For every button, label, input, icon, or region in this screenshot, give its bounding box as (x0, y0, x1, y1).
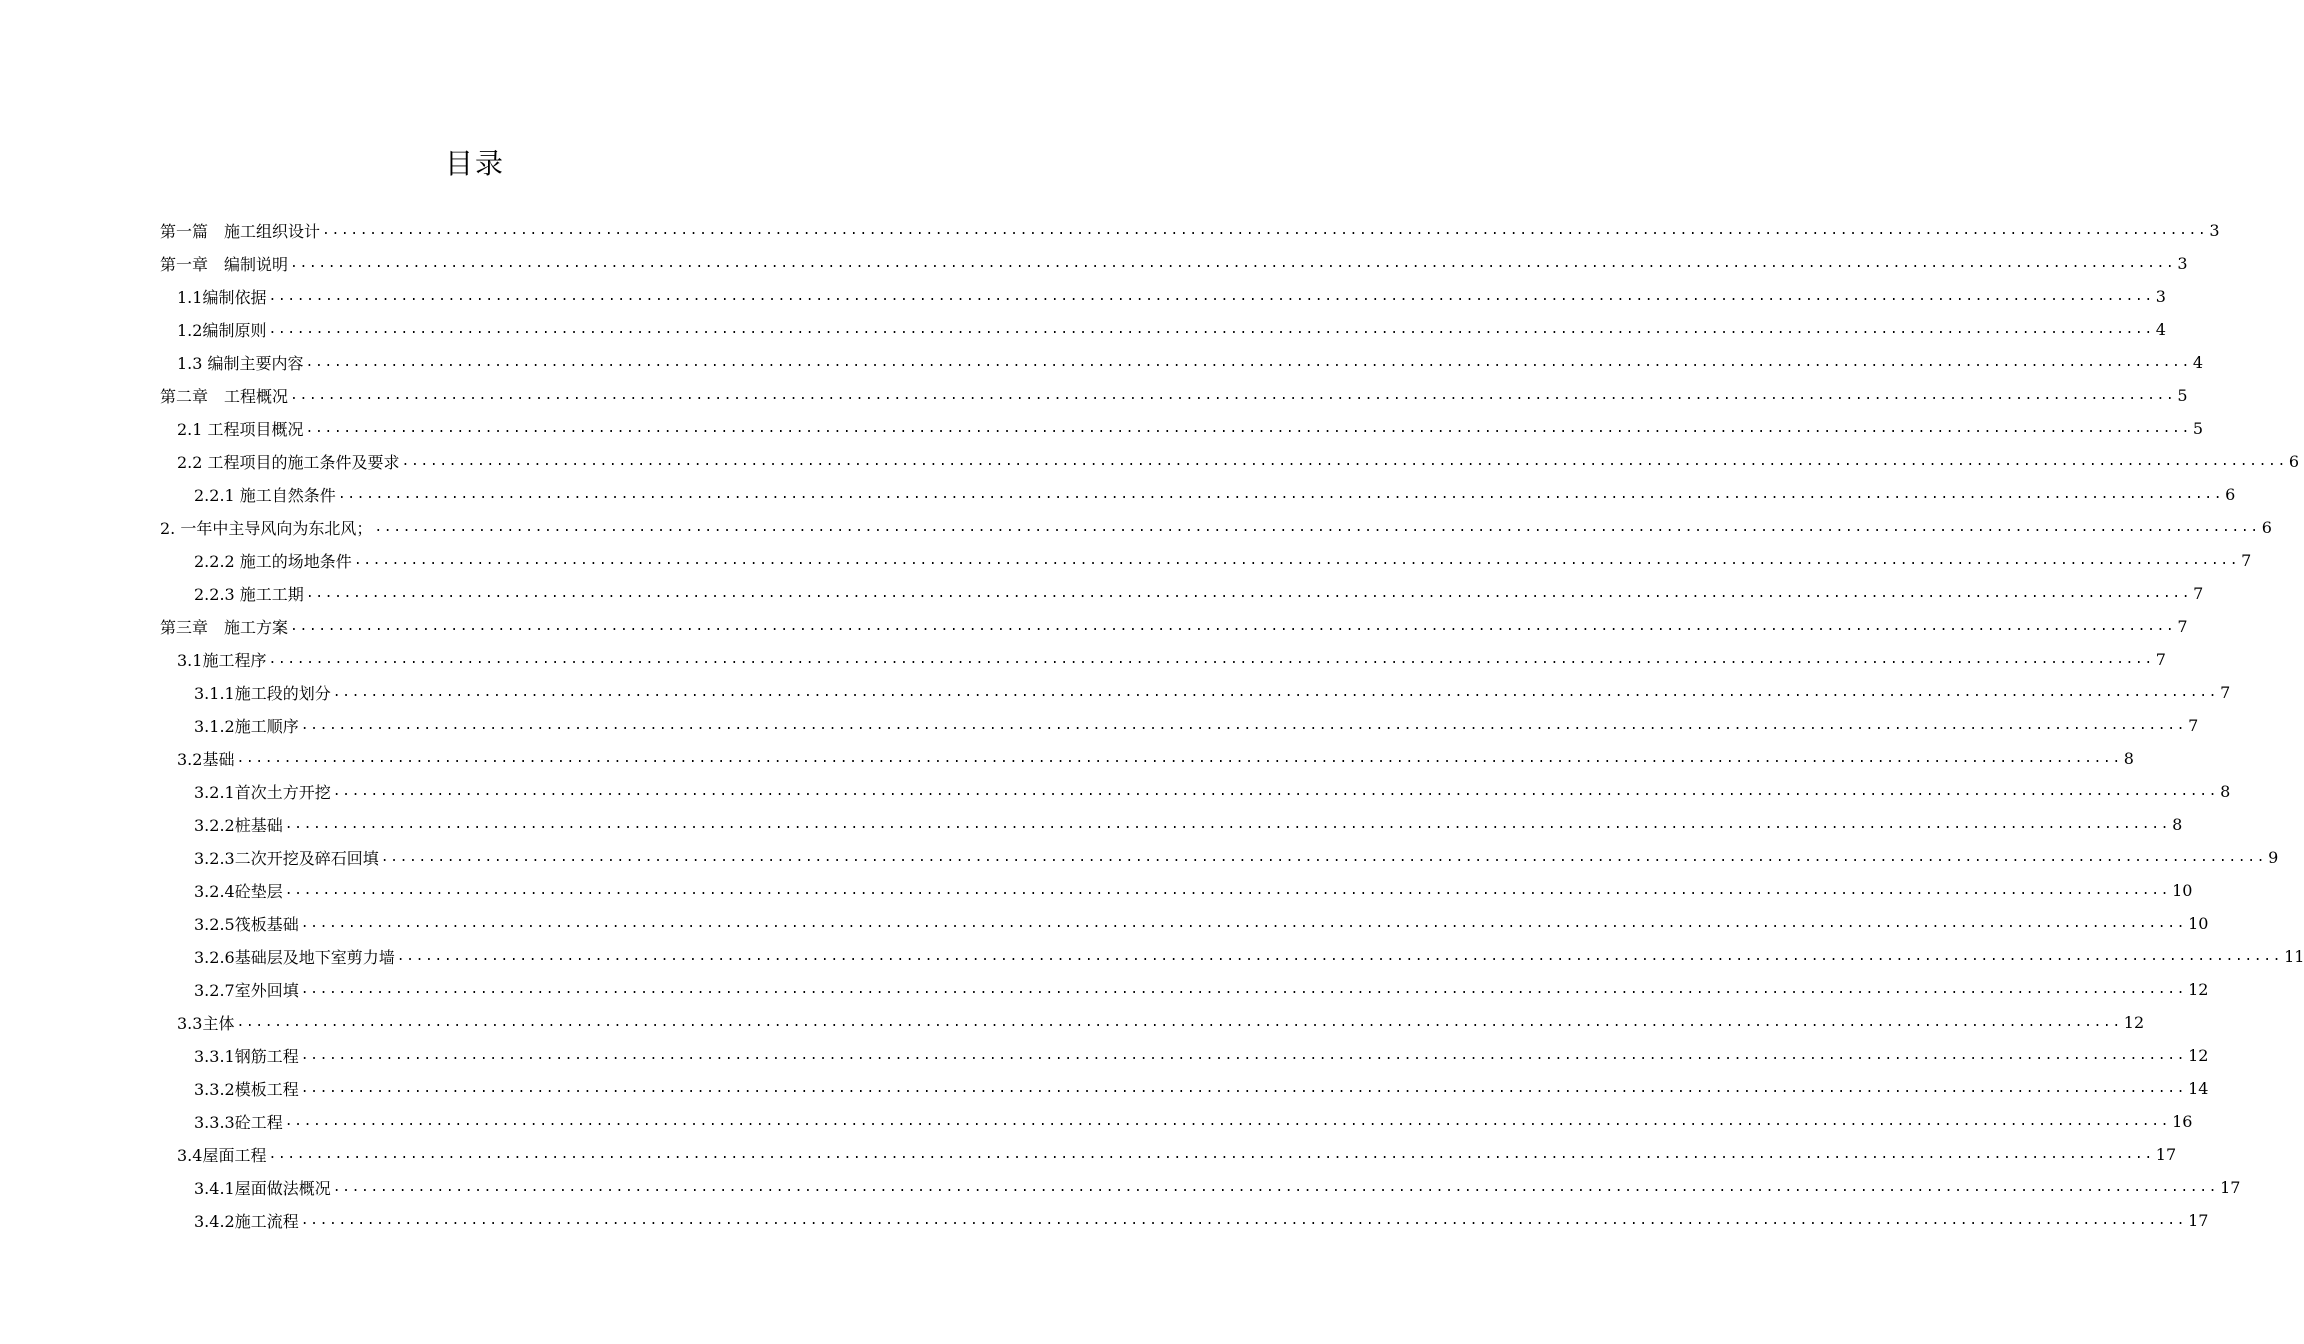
toc-entry-label: 3.3.3砼工程 (194, 1113, 283, 1132)
toc-dot-leader: ........................................................................................................................................................................................................ (284, 1114, 2171, 1129)
toc-entry[interactable] (160, 841, 2279, 874)
toc-dot-leader: ........................................................................................................................................................................................................ (300, 1081, 2187, 1096)
toc-entry-page-number: 16 (2172, 1112, 2193, 1131)
toc-entry[interactable] (160, 280, 2166, 313)
toc-entry-label: 3.4.1屋面做法概况 (194, 1179, 331, 1198)
toc-entry[interactable] (160, 1105, 2193, 1138)
toc-dot-leader: ........................................................................................................................................................................................................ (268, 1147, 2154, 1162)
toc-entry-label: 3.3.1钢筋工程 (194, 1047, 299, 1066)
toc-entry-label: 2.2.2 施工的场地条件 (194, 552, 352, 571)
toc-entry-label: 3.2.6基础层及地下室剪力墙 (194, 948, 395, 967)
toc-dot-leader: ........................................................................................................................................................................................................ (300, 982, 2187, 997)
toc-entry-page-number: 8 (2172, 815, 2183, 834)
toc-entry-page-number: 7 (2241, 551, 2252, 570)
toc-entry-label: 3.2.2桩基础 (194, 816, 283, 835)
toc-entry[interactable] (160, 511, 2272, 544)
toc-dot-leader: ........................................................................................................................................................................................................ (337, 487, 2224, 502)
toc-entry-page-number: 6 (2225, 485, 2236, 504)
toc-entry[interactable] (160, 709, 2199, 742)
toc-entry-label: 2. 一年中主导风向为东北风； (160, 519, 373, 538)
toc-entry-label: 3.3主体 (177, 1014, 235, 1033)
toc-dot-leader: ........................................................................................................................................................................................................ (305, 355, 2191, 370)
toc-entry-page-number: 7 (2220, 683, 2231, 702)
toc-entry-page-number: 5 (2192, 419, 2204, 438)
toc-entry-page-number: 9 (2268, 848, 2279, 867)
toc-dot-leader: ........................................................................................................................................................................................................ (284, 883, 2171, 898)
toc-entry-label: 3.4屋面工程 (177, 1146, 267, 1165)
toc-dot-leader: ........................................................................................................................................................................................................ (332, 685, 2219, 700)
toc-entry-page-number: 11 (2284, 947, 2304, 966)
toc-entry-page-number: 3 (2155, 287, 2166, 306)
toc-entry-label: 3.4.2施工流程 (194, 1212, 299, 1231)
toc-dot-leader: ........................................................................................................................................................................................................ (322, 223, 2208, 238)
toc-entry[interactable] (160, 874, 2193, 907)
toc-entry[interactable] (160, 742, 2134, 775)
toc-entry-label: 3.2基础 (177, 750, 235, 769)
toc-dot-leader: ........................................................................................................................................................................................................ (401, 454, 2287, 469)
toc-dot-leader: ........................................................................................................................................................................................................ (300, 718, 2187, 733)
toc-dot-leader: ........................................................................................................................................................................................................ (290, 256, 2176, 271)
toc-entry[interactable] (160, 676, 2231, 709)
toc-dot-leader: ........................................................................................................................................................................................................ (374, 520, 2260, 535)
toc-entry[interactable] (160, 1039, 2209, 1072)
toc-dot-leader: ........................................................................................................................................................................................................ (353, 553, 2240, 568)
toc-entry-label: 第一章 编制说明 (160, 255, 289, 274)
toc-entry-page-number: 8 (2123, 749, 2134, 768)
toc-entry[interactable] (160, 1138, 2177, 1171)
toc-entry[interactable] (160, 412, 2204, 445)
toc-dot-leader: ........................................................................................................................................................................................................ (268, 322, 2154, 337)
toc-entry[interactable] (160, 1006, 2145, 1039)
toc-entry[interactable] (160, 1171, 2241, 1204)
toc-entry-label: 2.2.1 施工自然条件 (194, 486, 336, 505)
toc-entry[interactable] (160, 247, 2188, 280)
toc-dot-leader: ........................................................................................................................................................................................................ (268, 289, 2154, 304)
toc-entry-page-number: 12 (2123, 1013, 2145, 1032)
toc-dot-leader: ........................................................................................................................................................................................................ (332, 784, 2219, 799)
toc-entry-page-number: 7 (2155, 650, 2166, 669)
toc-entry-page-number: 3 (2177, 254, 2188, 273)
toc-entry-page-number: 4 (2192, 353, 2204, 372)
toc-entry-label: 3.3.2模板工程 (194, 1080, 299, 1099)
toc-entry-label: 1.1编制依据 (177, 288, 267, 307)
toc-entry-label: 3.2.4砼垫层 (194, 882, 283, 901)
toc-dot-leader: ........................................................................................................................................................................................................ (305, 421, 2191, 436)
toc-entry-page-number: 10 (2172, 881, 2193, 900)
toc-dot-leader: ........................................................................................................................................................................................................ (396, 949, 2283, 964)
toc-entry-label: 3.1.2施工顺序 (194, 717, 299, 736)
toc-entry[interactable] (160, 544, 2252, 577)
toc-entry-label: 3.1施工程序 (177, 651, 267, 670)
toc-entry-page-number: 5 (2177, 386, 2188, 405)
toc-dot-leader: ........................................................................................................................................................................................................ (290, 388, 2176, 403)
toc-entry-page-number: 17 (2188, 1211, 2209, 1230)
toc-entry[interactable] (160, 577, 2204, 610)
toc-entry-page-number: 12 (2188, 1046, 2209, 1065)
toc-entry-page-number: 17 (2220, 1178, 2241, 1197)
table-of-contents (160, 214, 2304, 1237)
toc-entry[interactable] (160, 775, 2231, 808)
toc-entry-page-number: 7 (2188, 716, 2199, 735)
toc-dot-leader: ........................................................................................................................................................................................................ (380, 850, 2267, 865)
toc-entry[interactable] (160, 1204, 2209, 1237)
toc-entry-page-number: 7 (2177, 617, 2188, 636)
toc-dot-leader: ........................................................................................................................................................................................................ (300, 916, 2187, 931)
toc-entry-label: 3.2.1首次土方开挖 (194, 783, 331, 802)
toc-entry-page-number: 8 (2220, 782, 2231, 801)
toc-entry-label: 2.2.3 施工工期 (194, 585, 304, 604)
toc-entry[interactable] (160, 445, 2300, 478)
toc-entry-label: 第三章 施工方案 (160, 618, 289, 637)
toc-entry[interactable] (160, 973, 2209, 1006)
toc-entry-page-number: 14 (2188, 1079, 2209, 1098)
toc-entry[interactable] (160, 214, 2220, 247)
toc-entry-page-number: 10 (2188, 914, 2209, 933)
toc-entry-page-number: 7 (2193, 584, 2204, 603)
toc-dot-leader: ........................................................................................................................................................................................................ (236, 751, 2122, 766)
toc-entry[interactable] (160, 313, 2166, 346)
toc-entry[interactable] (160, 610, 2188, 643)
toc-entry-page-number: 12 (2188, 980, 2209, 999)
toc-entry[interactable] (160, 940, 2304, 973)
toc-entry-label: 3.2.5筏板基础 (194, 915, 299, 934)
toc-dot-leader: ........................................................................................................................................................................................................ (300, 1048, 2187, 1063)
toc-entry-label: 第一篇 施工组织设计 (160, 222, 321, 241)
toc-dot-leader: ........................................................................................................................................................................................................ (300, 1213, 2187, 1228)
toc-entry-label: 1.3 编制主要内容 (177, 354, 304, 373)
toc-entry[interactable] (160, 808, 2183, 841)
toc-entry-label: 3.2.3二次开挖及碎石回填 (194, 849, 379, 868)
toc-entry[interactable] (160, 1072, 2209, 1105)
toc-entry-page-number: 3 (2209, 221, 2220, 240)
toc-entry[interactable] (160, 379, 2188, 412)
toc-entry-page-number: 4 (2155, 320, 2166, 339)
toc-dot-leader: ........................................................................................................................................................................................................ (268, 652, 2154, 667)
toc-dot-leader: ........................................................................................................................................................................................................ (284, 817, 2171, 832)
toc-entry[interactable] (160, 346, 2204, 379)
toc-dot-leader: ........................................................................................................................................................................................................ (290, 619, 2176, 634)
toc-dot-leader: ........................................................................................................................................................................................................ (305, 586, 2192, 601)
toc-entry-label: 2.2 工程项目的施工条件及要求 (177, 453, 400, 472)
toc-entry-label: 第二章 工程概况 (160, 387, 289, 406)
toc-entry-page-number: 17 (2155, 1145, 2177, 1164)
toc-entry-label: 2.1 工程项目概况 (177, 420, 304, 439)
toc-entry[interactable] (160, 643, 2166, 676)
toc-entry-label: 1.2编制原则 (177, 321, 267, 340)
toc-entry-page-number: 6 (2288, 452, 2300, 471)
toc-entry[interactable] (160, 907, 2209, 940)
toc-dot-leader: ........................................................................................................................................................................................................ (236, 1015, 2122, 1030)
toc-entry-page-number: 6 (2261, 518, 2272, 537)
toc-entry[interactable] (160, 478, 2236, 511)
toc-entry-label: 3.1.1施工段的划分 (194, 684, 331, 703)
toc-entry-label: 3.2.7室外回填 (194, 981, 299, 1000)
page-title: 目录 (444, 147, 505, 180)
toc-dot-leader: ........................................................................................................................................................................................................ (332, 1180, 2219, 1195)
